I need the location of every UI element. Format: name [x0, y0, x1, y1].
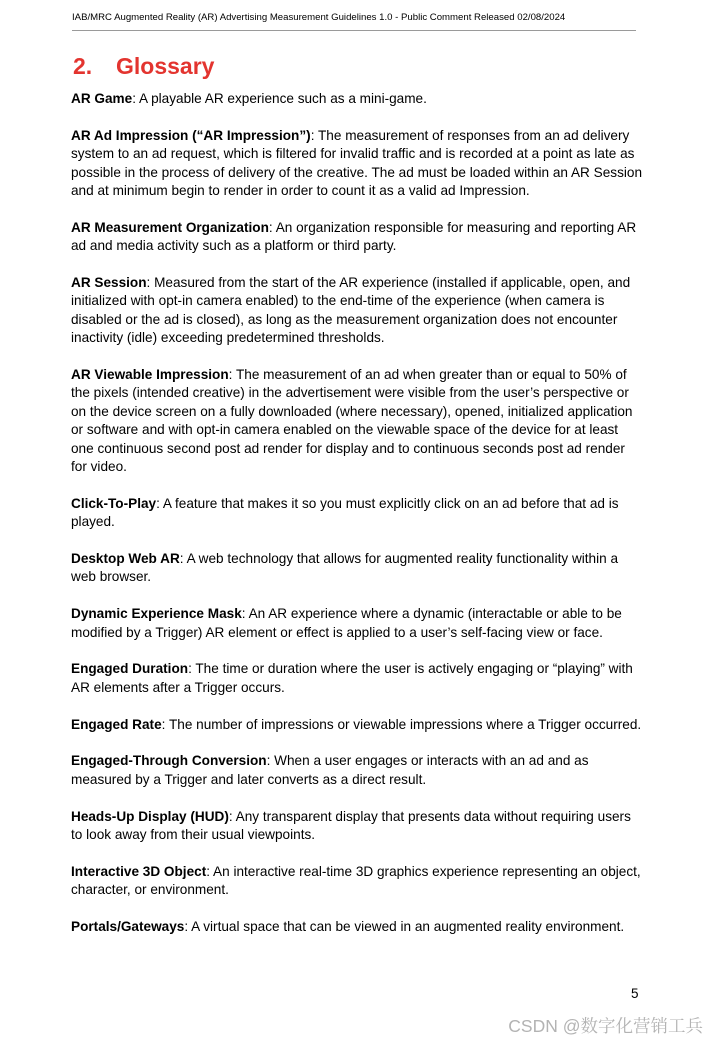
- section-number: 2.: [73, 53, 93, 79]
- glossary-definition: : The time or duration where the user is actively engaging or “playing” with AR elements after a Trigger occurs.: [71, 661, 633, 695]
- glossary-term: Click-To-Play: [71, 495, 157, 511]
- glossary-term: Engaged Duration: [71, 661, 189, 677]
- section-heading: [73, 51, 214, 81]
- glossary-term: AR Ad Impression (“AR Impression”): [71, 127, 311, 143]
- glossary-entry: [71, 660, 643, 697]
- glossary-term: Engaged Rate: [71, 716, 162, 732]
- glossary-definition: : An interactive real-time 3D graphics experience representing an object, character, or environment.: [71, 863, 641, 898]
- glossary-term: AR Session: [71, 275, 147, 291]
- glossary-definition: : A virtual space that can be viewed in an augmented reality environment.: [184, 919, 625, 935]
- glossary-entry: [71, 90, 643, 108]
- glossary-term: AR Measurement Organization: [71, 219, 269, 235]
- glossary-entry: [71, 918, 643, 936]
- page-number: 5: [631, 986, 639, 1001]
- glossary-list: [71, 90, 643, 955]
- glossary-definition: : A web technology that allows for augmented reality functionality within a web browser.: [71, 551, 619, 585]
- glossary-definition: : A playable AR experience such as a mini-game.: [132, 91, 427, 106]
- glossary-term: Desktop Web AR: [71, 551, 180, 567]
- glossary-definition: : A feature that makes it so you must explicitly click on an ad before that ad is played.: [71, 495, 619, 530]
- glossary-definition: : The measurement of an ad when greater than or equal to 50% of the pixels (intended creative) in the advertisement were visible from the user’s perspective or on the device screen on a fully downloaded (where necessary), opened, initialized application or software and with opt-in camera enabled on the viewable space of the device for at least one continuous second post ad render for display and to continuous seconds post ad render for video.: [71, 367, 633, 475]
- glossary-definition: : When a user engages or interacts with an ad and as measured by a Trigger and later converts as a direct result.: [71, 753, 589, 787]
- glossary-entry: [71, 863, 643, 900]
- glossary-term: AR Viewable Impression: [71, 367, 229, 383]
- glossary-term: Dynamic Experience Mask: [71, 606, 242, 622]
- glossary-definition: : The measurement of responses from an ad delivery system to an ad request, which is filtered for invalid traffic and is recorded at a point as late as possible in the process of delivery of the creative. The ad must be loaded within an AR Session and at minimum begin to render in order to count it as a valid ad Impression.: [71, 127, 643, 199]
- glossary-entry: [71, 550, 643, 587]
- glossary-term: Heads-Up Display (HUD): [71, 808, 229, 824]
- glossary-entry: [71, 274, 643, 348]
- glossary-term: AR Game: [71, 91, 133, 106]
- glossary-entry: [71, 219, 643, 256]
- glossary-definition: : An organization responsible for measuring and reporting AR ad and media activity such as a platform or third party.: [71, 219, 637, 254]
- glossary-entry: [71, 605, 643, 642]
- glossary-entry: [71, 366, 643, 476]
- glossary-entry: [71, 495, 643, 532]
- glossary-definition: : Measured from the start of the AR experience (installed if applicable, open, and initialized with opt-in camera enabled) to the end-time of the experience (when camera is disabled or the ad is closed), as long as the measurement organization does not encounter inactivity (idle) exceeding predetermined thresholds.: [71, 275, 631, 346]
- running-header: IAB/MRC Augmented Reality (AR) Advertising Measurement Guidelines 1.0 - Public Comment Released 02/08/2024: [72, 12, 566, 23]
- watermark: CSDN @数字化营销工兵: [508, 1016, 703, 1036]
- glossary-entry: [71, 716, 643, 734]
- glossary-term: Engaged-Through Conversion: [71, 753, 267, 769]
- glossary-definition: : An AR experience where a dynamic (interactable or able to be modified by a Trigger) AR element or effect is applied to a user’s self-facing view or face.: [71, 606, 622, 640]
- glossary-term: Interactive 3D Object: [71, 863, 207, 879]
- glossary-definition: : The number of impressions or viewable impressions where a Trigger occurred.: [161, 716, 642, 732]
- glossary-entry: [71, 752, 643, 789]
- header-divider: [72, 30, 636, 31]
- glossary-term: Portals/Gateways: [71, 919, 185, 935]
- glossary-entry: [71, 808, 643, 845]
- section-title: Glossary: [116, 53, 215, 79]
- glossary-entry: [71, 127, 643, 201]
- glossary-definition: : Any transparent display that presents data without requiring users to look away from their usual viewpoints.: [71, 808, 631, 843]
